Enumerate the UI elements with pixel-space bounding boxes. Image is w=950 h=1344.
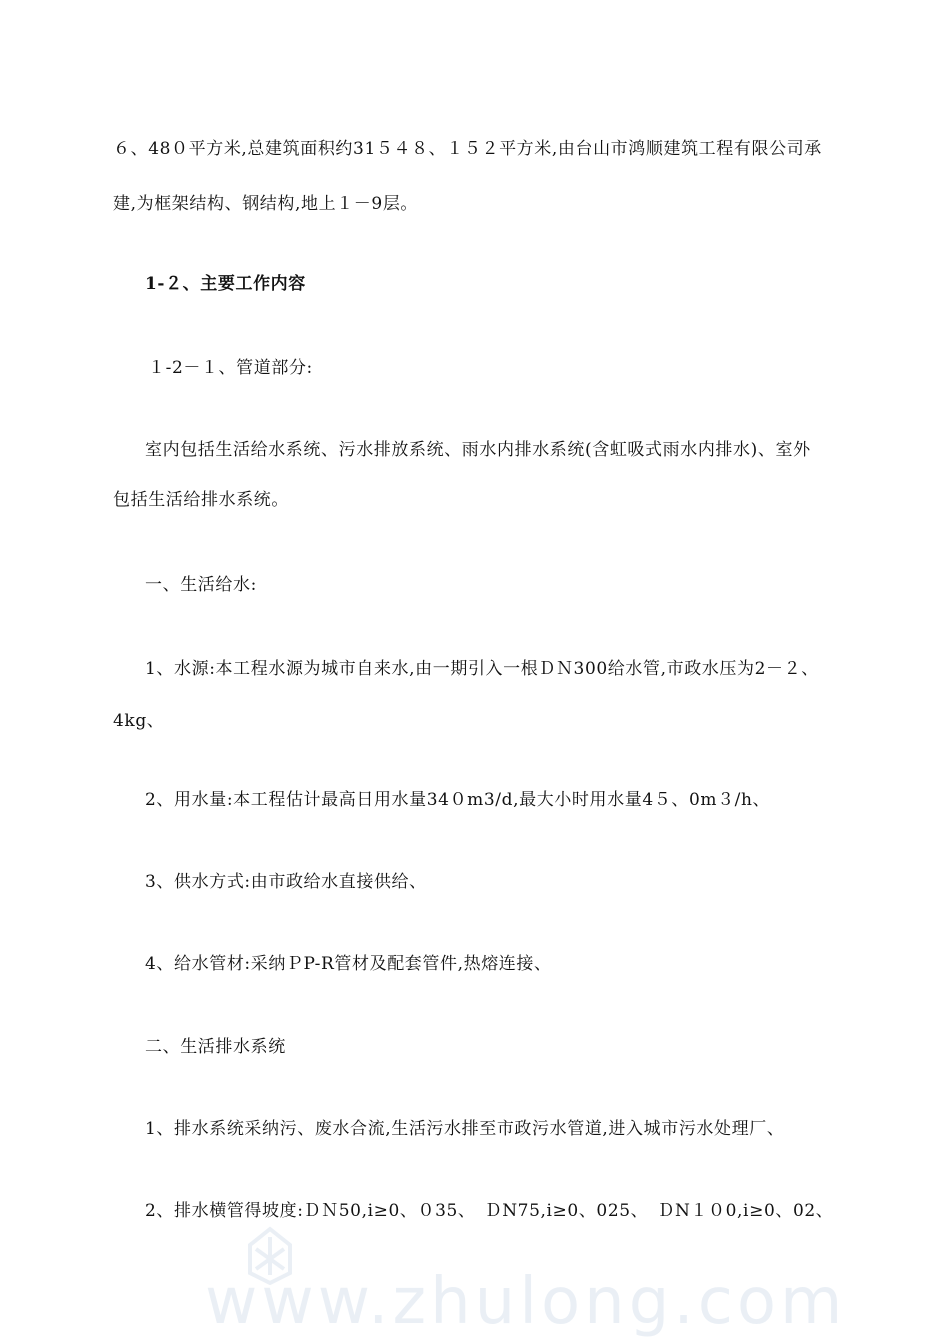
watermark-text: www.zhulong.com bbox=[205, 1265, 847, 1339]
list-heading-drainage: 二、生活排水系统 bbox=[145, 1037, 286, 1057]
list-item-water-usage: 2、用水量:本工程估计最高日用水量34０m3/d,最大小时用水量4５、0m３/h、 bbox=[145, 790, 771, 810]
paragraph-line-4: 包括生活给排水系统。 bbox=[113, 490, 289, 510]
paragraph-line-1: ６、48０平方米,总建筑面积约31５４８、１５２平方米,由台山市鸿顺建筑工程有限公司承 bbox=[113, 139, 822, 159]
list-item-pipe-material: 4、给水管材:采纳ＰP-R管材及配套管件,热熔连接、 bbox=[145, 954, 552, 974]
subsection-heading-1-2-1: １-2－１、管道部分: bbox=[148, 358, 313, 378]
section-heading-1-2: 1-２、主要工作内容 bbox=[145, 274, 306, 294]
watermark bbox=[205, 1225, 847, 1339]
list-item-water-source: 1、水源:本工程水源为城市自来水,由一期引入一根ＤＮ300给水管,市政水压为2－２、 bbox=[145, 659, 819, 679]
list-item-drainage-slope: 2、排水横管得坡度:ＤＮ50,i≥0、０35、 ＤN75,i≥0、025、 ＤN１０0,i≥0、02、 bbox=[145, 1201, 834, 1221]
list-heading-water-supply: 一、生活给水: bbox=[145, 575, 257, 595]
paragraph-line-2: 建,为框架结构、钢结构,地上１－9层。 bbox=[113, 194, 419, 214]
list-item-water-source-cont: 4kg、 bbox=[113, 711, 165, 731]
paragraph-line-3: 室内包括生活给水系统、污水排放系统、雨水内排水系统(含虹吸式雨水内排水)、室外 bbox=[145, 440, 811, 460]
list-item-supply-method: 3、供水方式:由市政给水直接供给、 bbox=[145, 872, 427, 892]
list-item-drainage-system: 1、排水系统采纳污、废水合流,生活污水排至市政污水管道,进入城市污水处理厂、 bbox=[145, 1119, 785, 1139]
